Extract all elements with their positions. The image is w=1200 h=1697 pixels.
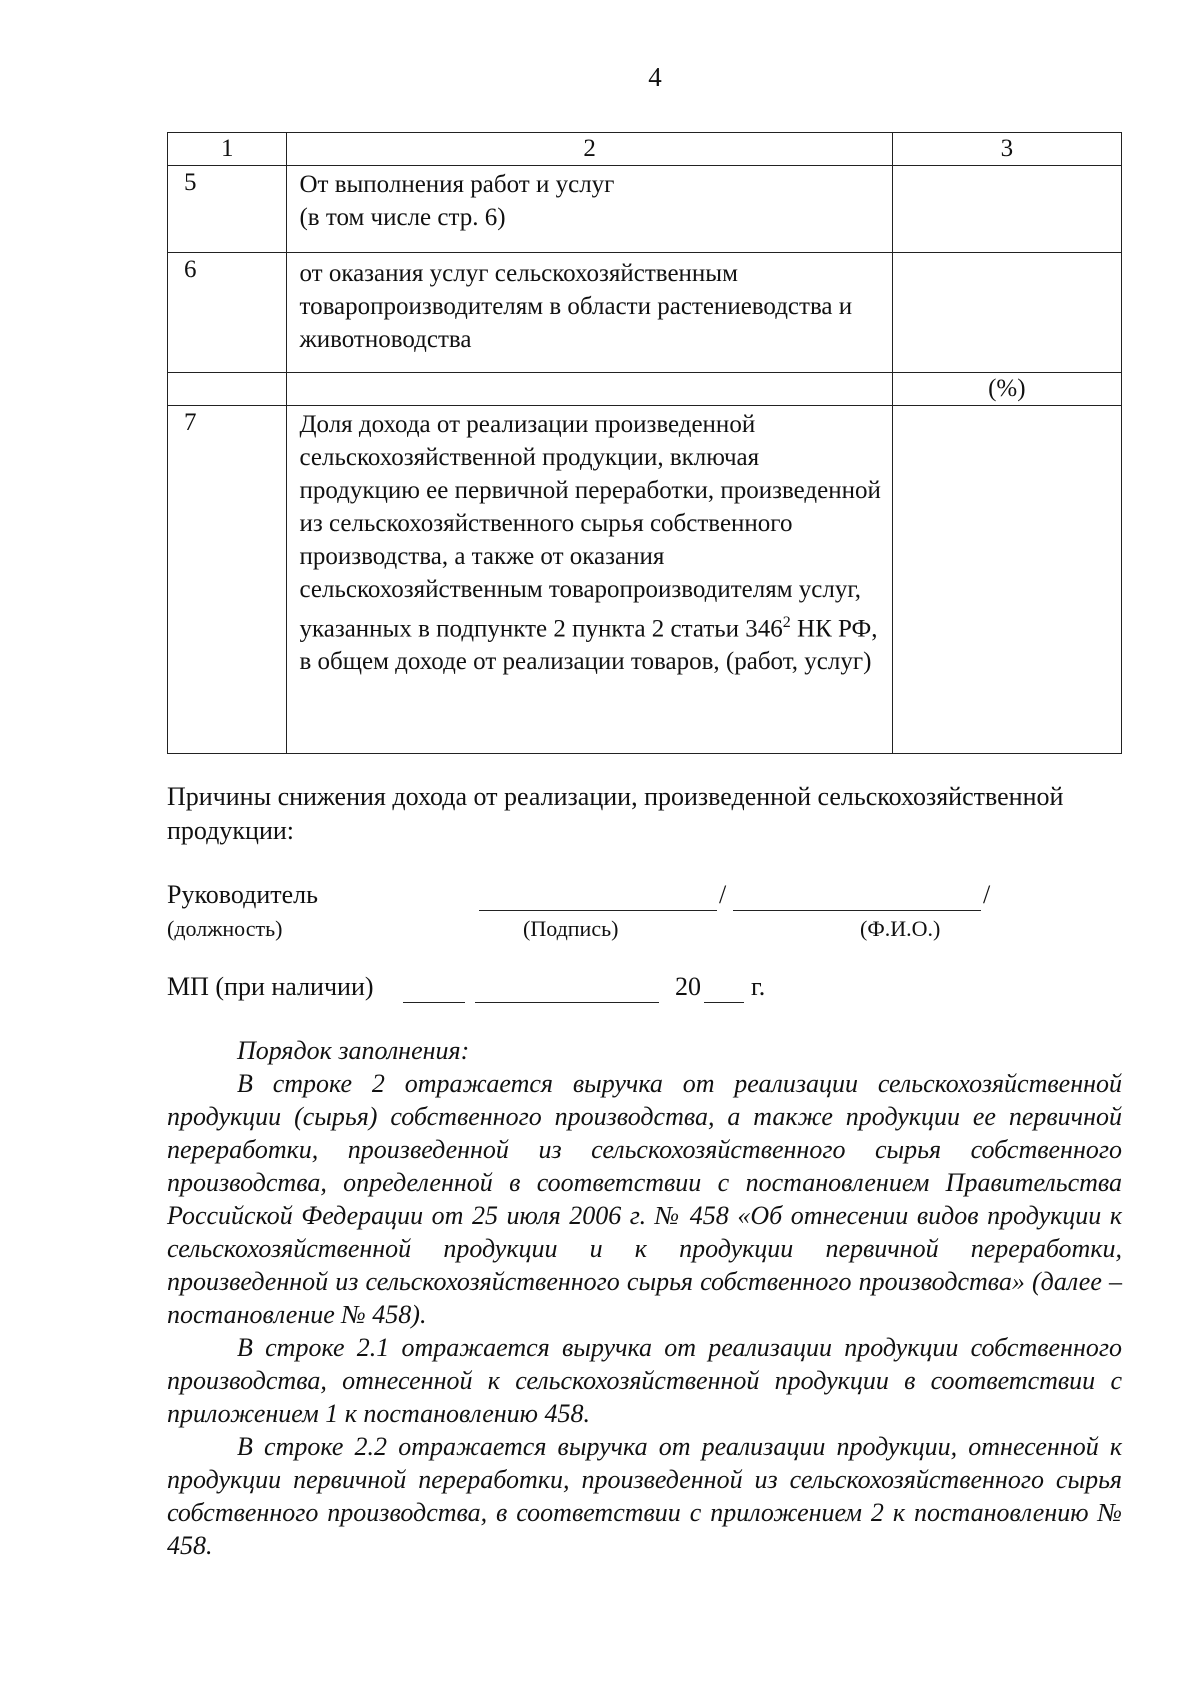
filling-instructions <box>167 1034 1122 1562</box>
signature-caption: (Подпись) <box>523 916 619 941</box>
signer-role: Руководитель <box>167 880 318 909</box>
unit-label: (%) <box>892 373 1121 406</box>
signature-field[interactable] <box>479 910 717 911</box>
table-row <box>168 166 1122 253</box>
year-suffix: г. <box>751 972 766 1001</box>
row-number: 6 <box>168 253 287 373</box>
row-description-line: От выполнения работ и услуг <box>299 171 615 198</box>
header-col-3: 3 <box>892 133 1121 166</box>
reasons-label: Причины снижения дохода от реализации, произведенной сельскохозяйственной продукции: <box>167 782 1064 845</box>
row-description-text: НК РФ, в общем доходе от реализации товаров, (работ, услуг) <box>299 615 878 676</box>
table-row <box>168 406 1122 754</box>
stamp-date-line <box>167 972 867 1008</box>
row-description-line: (в том числе стр. 6) <box>299 204 506 231</box>
instructions-heading: Порядок заполнения: <box>237 1036 470 1065</box>
position-caption: (должность) <box>167 916 283 941</box>
row-description <box>287 373 892 406</box>
page-number: 4 <box>648 62 662 92</box>
signature-block <box>167 880 1067 950</box>
header-col-2: 2 <box>287 133 892 166</box>
separator: / <box>719 880 727 909</box>
row-number: 5 <box>168 166 287 253</box>
row-number: 7 <box>168 406 287 754</box>
row-value-cell[interactable] <box>892 253 1121 373</box>
month-field[interactable] <box>475 1002 659 1003</box>
separator: / <box>983 880 991 909</box>
row-description: от оказания услуг сельскохозяйственным товаропроизводителям в области растениеводства и животноводства <box>287 253 892 373</box>
header-col-1: 1 <box>168 133 287 166</box>
year-prefix: 20 <box>675 972 701 1001</box>
table-row <box>168 373 1122 406</box>
instruction-paragraph: В строке 2.1 отражается выручка от реализации продукции собственного производства, отнесенной к сельскохозяйственной продукции в соответствии с приложением 1 к постановлению 458. <box>167 1333 1122 1428</box>
name-caption: (Ф.И.О.) <box>860 916 941 941</box>
row-description <box>287 406 892 754</box>
row-description <box>287 166 892 253</box>
table-row <box>168 253 1122 373</box>
row-description-text: Доля дохода от реализации произведенной сельскохозяйственной продукции, включая продукцию ее первичной переработки, произведенной из сельскохозяйственного сырья собственного производства, а также от оказания сельскохозяйственным товаропроизводителям услуг, указанных в подпункте 2 пункта 2 статьи 346 <box>299 411 881 643</box>
row-value-cell[interactable] <box>892 406 1121 754</box>
instruction-paragraph: В строке 2.2 отражается выручка от реализации продукции, отнесенной к продукции первичной переработки, произведенной из сельскохозяйственного сырья собственного производства, в соответствии с приложением 2 к постановлению № 458. <box>167 1432 1122 1560</box>
instruction-paragraph: В строке 2 отражается выручка от реализации сельскохозяйственной продукции (сырья) собственного производства, а также продукции ее первичной переработки, произведенной из сельскохозяйственного сырья собственного производства, определенной в соответствии с постановлением Правительства Российской Федерации от 25 июля 2006 г. № 458 «Об отнесении видов продукции к сельскохозяйственной продукции и к продукции первичной переработки, произведенной из сельскохозяйственного сырья собственного производства» (далее – постановление № 458). <box>167 1069 1122 1329</box>
stamp-label: МП (при наличии) <box>167 972 374 1001</box>
year-field[interactable] <box>704 1002 744 1003</box>
superscript: 2 <box>782 614 791 631</box>
row-number <box>168 373 287 406</box>
report-table <box>167 132 1122 754</box>
day-field[interactable] <box>403 1002 465 1003</box>
name-field[interactable] <box>733 910 981 911</box>
table-header-row <box>168 133 1122 166</box>
row-value-cell[interactable] <box>892 166 1121 253</box>
